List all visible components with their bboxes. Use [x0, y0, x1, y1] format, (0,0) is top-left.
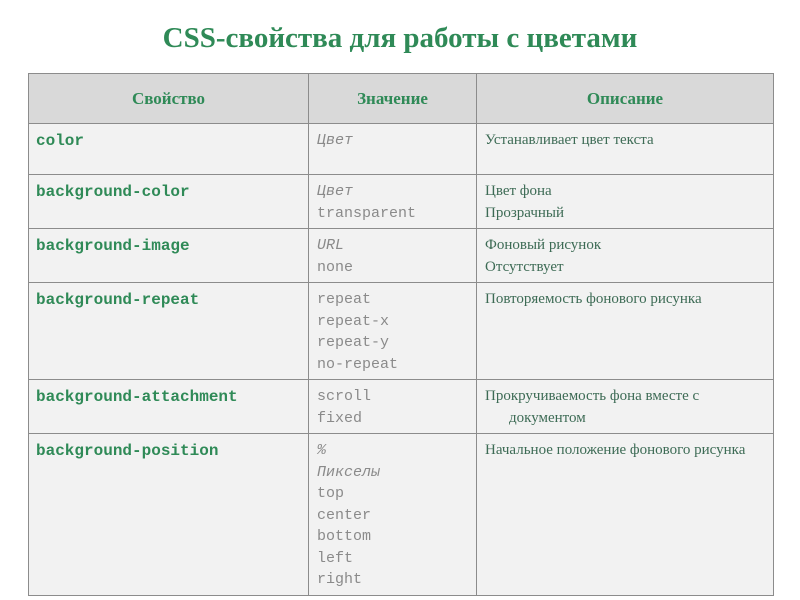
value-item: URL: [317, 237, 345, 254]
table-row: [29, 283, 774, 380]
value-item: Пикселы: [317, 463, 381, 481]
description-item: Прокручиваемость фона вместе с документом: [485, 388, 700, 426]
value-item: left: [317, 549, 354, 567]
value-item: repeat: [317, 291, 372, 308]
table-header-row: [29, 74, 774, 124]
description-list: [477, 229, 773, 282]
description-list: [477, 283, 773, 315]
header-description: Описание: [477, 74, 774, 124]
description-list: [477, 124, 773, 156]
description-list: [477, 380, 773, 433]
table-row: [29, 124, 774, 175]
property-name: background-color: [36, 183, 190, 201]
value-item: no-repeat: [317, 355, 399, 373]
value-item: repeat-x: [317, 312, 390, 330]
property-name: background-position: [36, 442, 219, 460]
value-item: fixed: [317, 409, 363, 427]
value-list: [309, 283, 476, 379]
value-list: [309, 229, 476, 282]
property-name: background-image: [36, 237, 190, 255]
header-value: Значение: [309, 74, 477, 124]
css-properties-table: [28, 73, 774, 596]
property-name: background-attachment: [36, 388, 238, 406]
page-title: CSS-свойства для работы с цветами: [162, 22, 638, 54]
value-item: bottom: [317, 528, 372, 545]
description-item: Цвет фона: [485, 183, 552, 199]
value-item: Цвет: [317, 183, 354, 200]
description-list: [477, 175, 773, 228]
value-list: [309, 380, 476, 433]
table-row: [29, 380, 774, 434]
value-item: transparent: [317, 204, 417, 222]
description-list: [477, 434, 773, 466]
value-item: right: [317, 571, 363, 588]
header-property: Свойство: [29, 74, 309, 124]
value-list: [309, 124, 476, 156]
table-row: [29, 175, 774, 229]
value-list: [309, 434, 476, 595]
table-row: [29, 434, 774, 596]
value-item: %: [317, 442, 327, 459]
value-item: none: [317, 258, 354, 276]
description-item: Отсутствует: [485, 258, 564, 275]
description-item: Повторяемость фонового рисунка: [485, 291, 702, 307]
description-item: Начальное положение фонового рисунка: [485, 442, 746, 458]
description-item: Фоновый рисунок: [485, 237, 602, 253]
property-name: background-repeat: [36, 291, 200, 309]
description-item: Устанавливает цвет текста: [485, 132, 654, 148]
table-row: [29, 229, 774, 283]
value-item: Цвет: [317, 132, 354, 149]
property-name: color: [36, 132, 85, 150]
description-item: Прозрачный: [485, 204, 564, 221]
value-list: [309, 175, 476, 228]
value-item: repeat-y: [317, 334, 390, 351]
value-item: top: [317, 485, 345, 502]
value-item: scroll: [317, 388, 372, 405]
value-item: center: [317, 506, 372, 524]
